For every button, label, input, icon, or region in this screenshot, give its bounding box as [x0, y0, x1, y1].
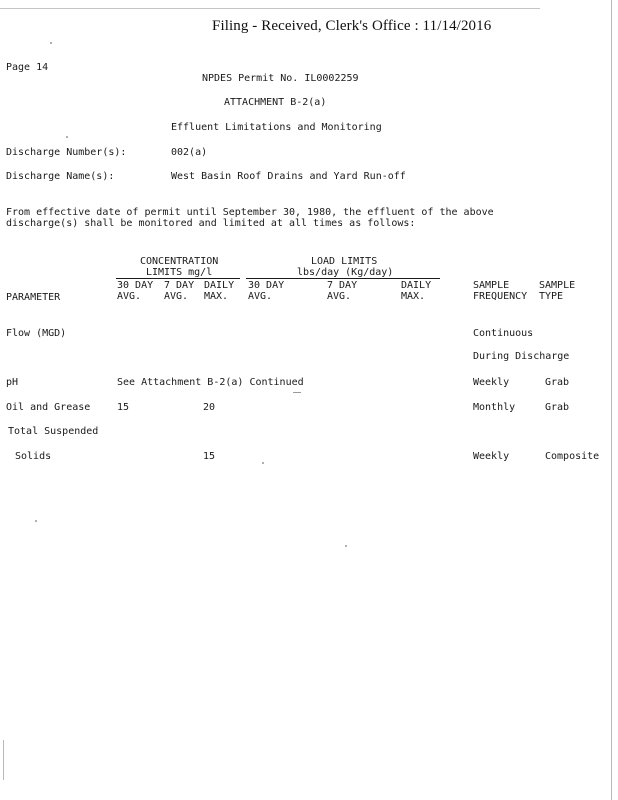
load-7day-header — [327, 280, 357, 302]
load-30day-label: 30 DAY — [248, 280, 285, 291]
ph-parameter: pH — [6, 377, 19, 388]
ph-note: See Attachment B-2(a) Continued — [117, 377, 304, 388]
conc-30day-header — [117, 280, 153, 302]
tss-frequency: Weekly — [473, 451, 510, 462]
sample-type-sub: TYPE — [539, 291, 564, 302]
scan-speck — [293, 392, 301, 393]
permit-number: NPDES Permit No. IL0002259 — [202, 73, 359, 84]
load-7day-sub: AVG. — [327, 291, 352, 302]
tss-parameter: Total Suspended — [8, 426, 99, 437]
conc-7day-sub: AVG. — [164, 291, 189, 302]
load-limits-underline — [246, 278, 440, 279]
oil-frequency: Monthly — [473, 402, 516, 413]
scan-speck — [50, 42, 52, 44]
sample-frequency-header — [473, 280, 527, 302]
scan-speck — [66, 136, 68, 138]
scan-speck — [345, 545, 347, 547]
flow-frequency: Continuous — [473, 328, 534, 339]
load-30day-sub: AVG. — [248, 291, 273, 302]
discharge-name-label: Discharge Name(s): — [6, 171, 115, 182]
conc-30day-label: 30 DAY — [117, 280, 154, 291]
sample-type-header — [539, 280, 575, 302]
sample-frequency-label: SAMPLE — [473, 280, 510, 291]
intro-paragraph-line-1: From effective date of permit until September 30, 1980, the effluent of the above — [6, 207, 494, 218]
conc-daily-header — [204, 280, 234, 302]
ph-type: Grab — [545, 377, 570, 388]
load-30day-header — [248, 280, 284, 302]
section-subtitle: Effluent Limitations and Monitoring — [171, 122, 382, 133]
conc-30day-sub: AVG. — [117, 291, 142, 302]
load-daily-label: DAILY — [401, 280, 432, 291]
discharge-number-value: 002(a) — [171, 147, 208, 158]
lbs-day-header: lbs/day (Kg/day) — [297, 267, 394, 278]
tss-conc-daily: 15 — [203, 451, 216, 462]
tss-type: Composite — [545, 451, 600, 462]
load-daily-sub: MAX. — [401, 291, 426, 302]
concentration-header: CONCENTRATION — [140, 256, 219, 267]
conc-7day-label: 7 DAY — [164, 280, 195, 291]
intro-paragraph-line-2: discharge(s) shall be monitored and limited at all times as follows: — [6, 218, 416, 229]
load-7day-label: 7 DAY — [327, 280, 358, 291]
conc-daily-label: DAILY — [204, 280, 235, 291]
right-scan-edge — [611, 0, 612, 800]
scan-speck — [35, 520, 37, 522]
oil-conc-daily: 20 — [203, 402, 216, 413]
page-number: Page 14 — [6, 62, 49, 73]
flow-parameter: Flow (MGD) — [6, 328, 67, 339]
load-limits-header: LOAD LIMITS — [311, 256, 378, 267]
attachment-title: ATTACHMENT B-2(a) — [224, 97, 327, 108]
parameter-header: PARAMETER — [6, 292, 61, 303]
left-scan-mark — [3, 740, 4, 780]
scan-speck — [262, 462, 264, 464]
oil-parameter: Oil and Grease — [6, 402, 91, 413]
discharge-name-value: West Basin Roof Drains and Yard Run-off — [171, 171, 406, 182]
limits-mg-header: LIMITS mg/l — [146, 267, 213, 278]
tss-parameter-line-2: Solids — [15, 451, 52, 462]
conc-daily-sub: MAX. — [204, 291, 229, 302]
sample-type-label: SAMPLE — [539, 280, 576, 291]
oil-conc-30day: 15 — [117, 402, 130, 413]
discharge-number-label: Discharge Number(s): — [6, 147, 127, 158]
flow-frequency-line-2: During Discharge — [473, 351, 570, 362]
load-daily-header — [401, 280, 431, 302]
conc-7day-header — [164, 280, 194, 302]
filing-stamp: Filing - Received, Clerk's Office : 11/14/2016 — [212, 18, 492, 34]
sample-frequency-sub: FREQUENCY — [473, 291, 528, 302]
top-scan-edge — [0, 8, 540, 9]
oil-type: Grab — [545, 402, 570, 413]
concentration-underline — [116, 278, 240, 279]
ph-frequency: Weekly — [473, 377, 510, 388]
